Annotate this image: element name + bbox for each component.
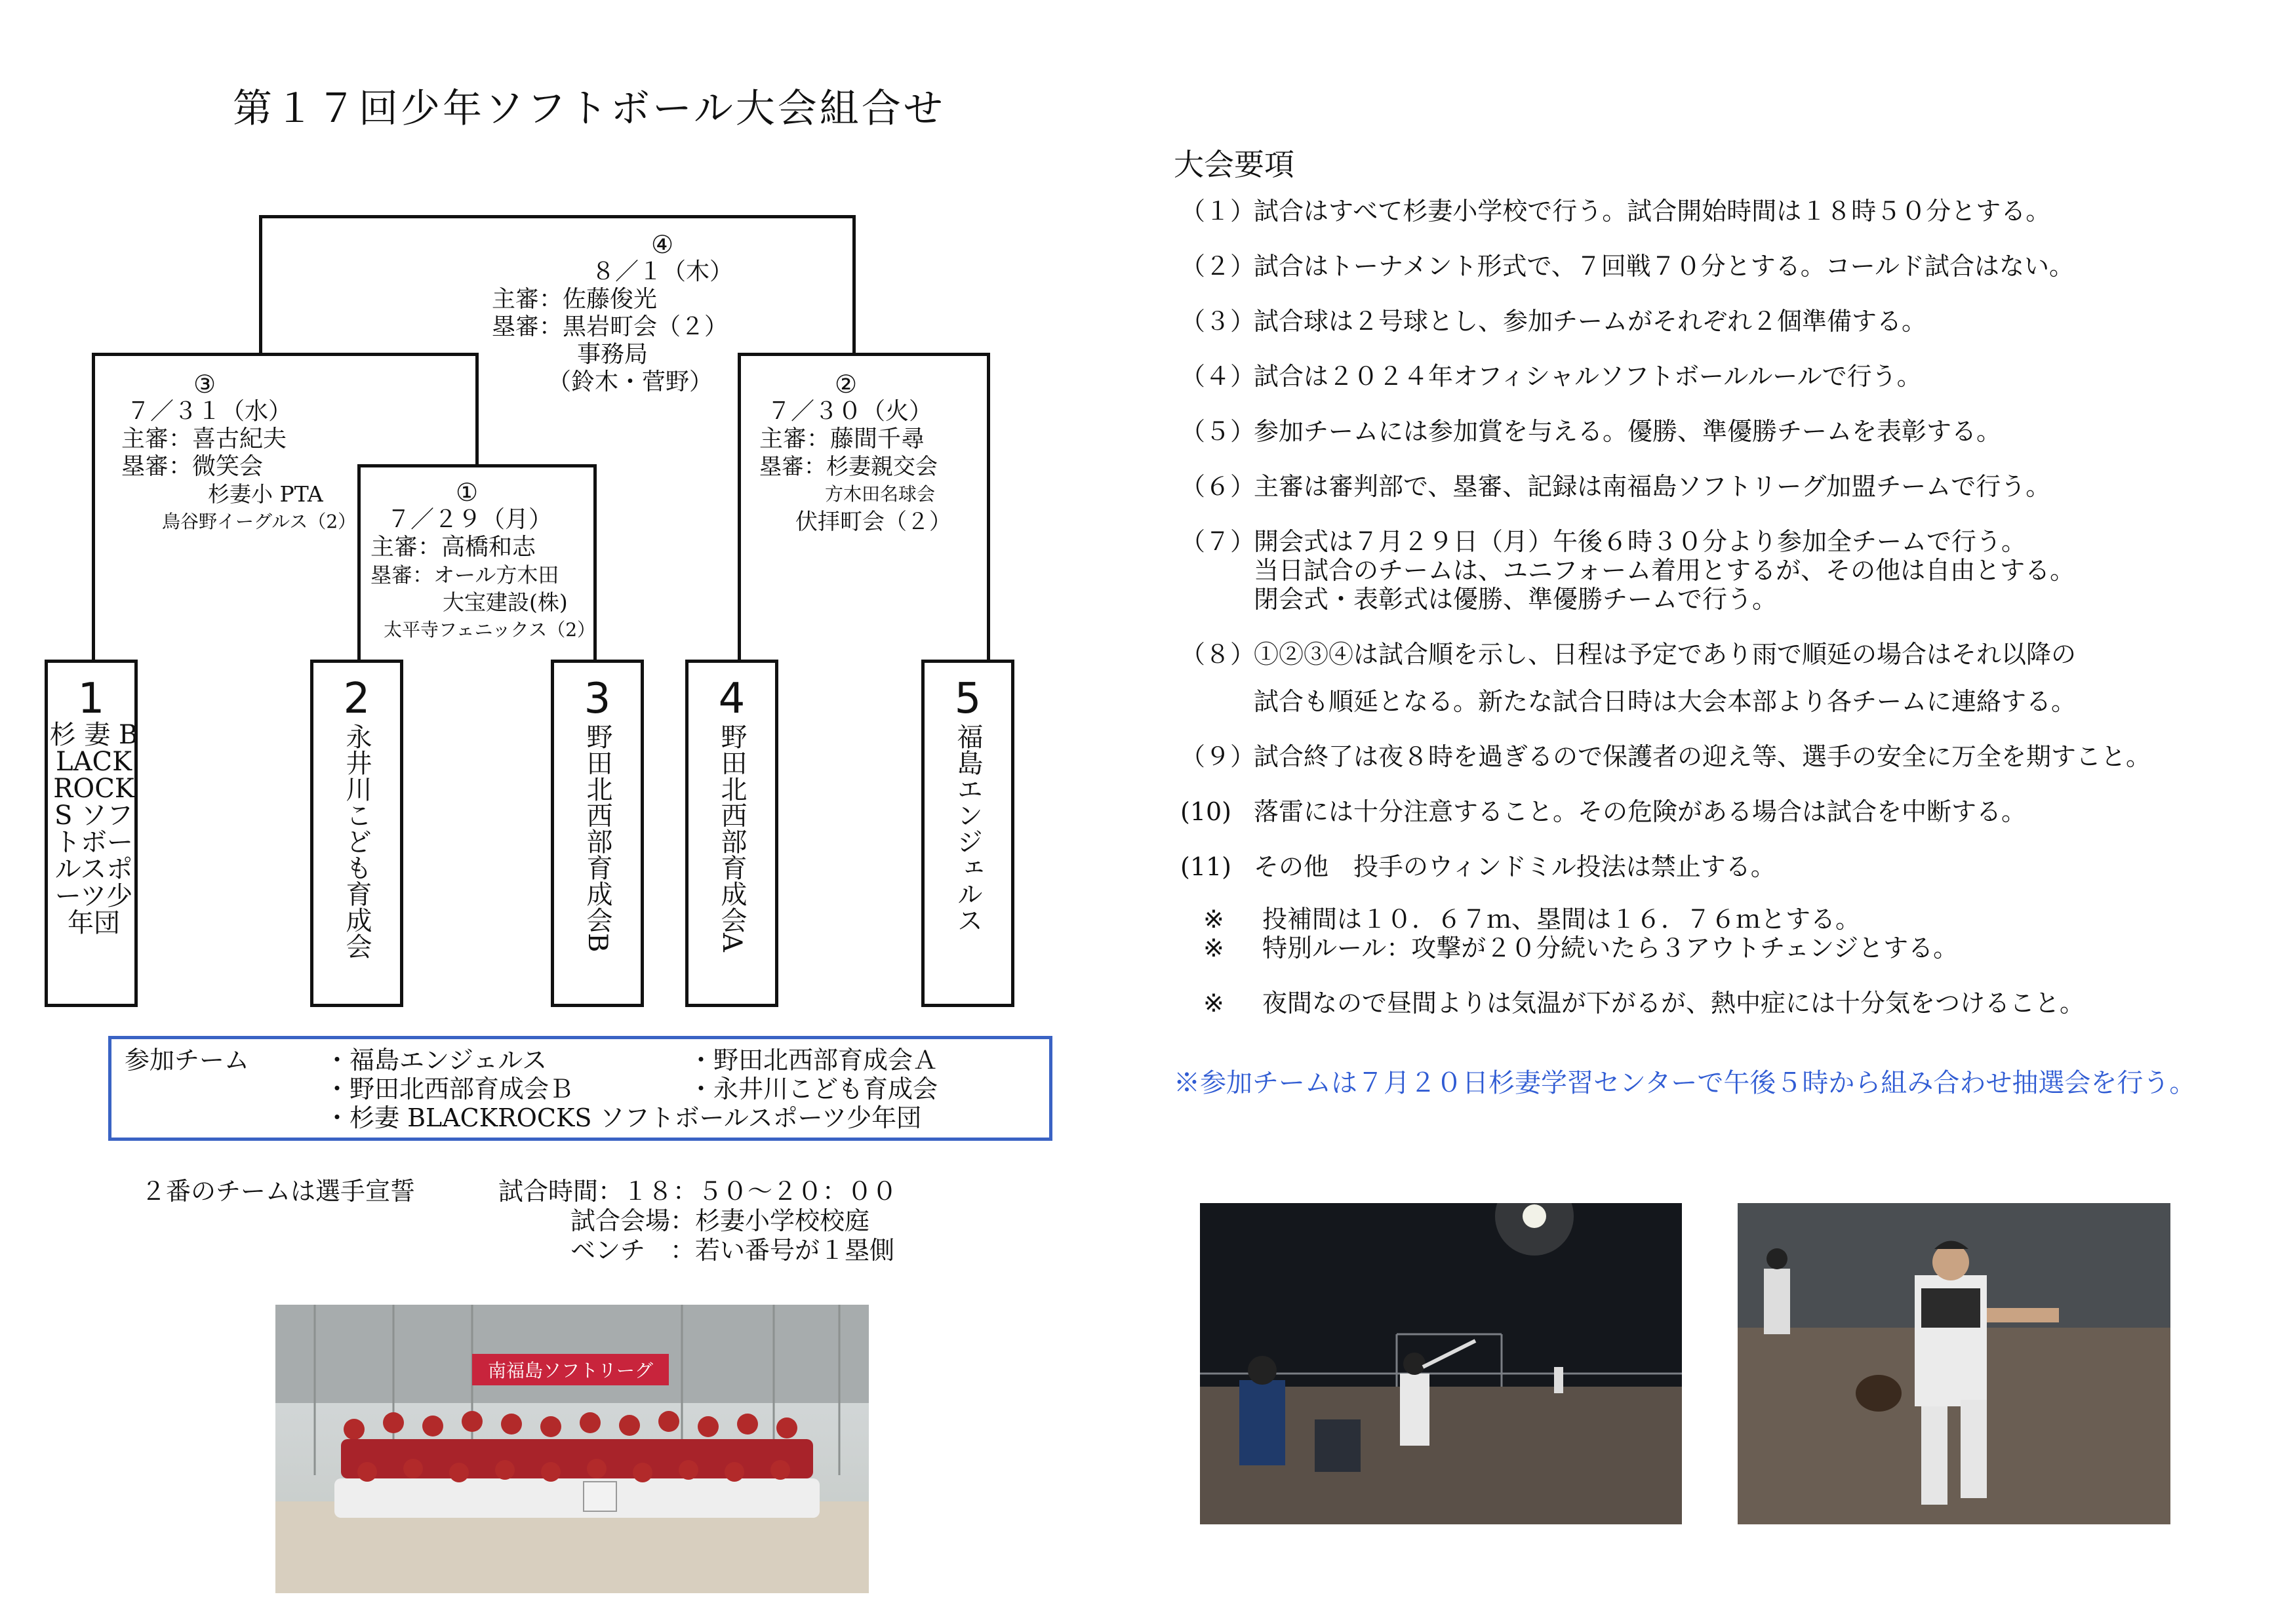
match-umpire: 主審：藤間千尋 bbox=[759, 426, 925, 452]
rule-item bbox=[1180, 640, 2269, 716]
rule-number: (10) bbox=[1180, 797, 1232, 826]
rules-list bbox=[1180, 197, 2269, 907]
rule-text: 試合はすべて杉妻小学校で行う。試合開始時間は１８時５０分とする。 bbox=[1254, 197, 2051, 226]
match-base-umpire-3: 太平寺フェニックス（2） bbox=[384, 619, 596, 641]
match-base-umpire: 塁審：オール方木田 bbox=[370, 563, 559, 587]
note-text: 投補間は１０．６７ｍ、塁間は１６．７６ｍとする。 bbox=[1262, 905, 1861, 934]
match-time: 試合時間：１８：５０～２０：００ bbox=[498, 1177, 898, 1206]
note-mark: ※ bbox=[1203, 905, 1224, 934]
rule-text: 開会式は７月２９日（月）午後６時３０分より参加全チームで行う。 bbox=[1254, 527, 2027, 556]
rule-item bbox=[1180, 252, 2269, 281]
rule-number: （２） bbox=[1180, 252, 1256, 281]
participant-item: ・福島エンジェルス bbox=[325, 1046, 548, 1075]
team-name: 野田北西部育成会A bbox=[717, 723, 747, 952]
match-venue: 試合会場：杉妻小学校校庭 bbox=[570, 1206, 870, 1235]
team-box-2 bbox=[310, 660, 403, 1007]
note-text: 特別ルール：攻撃が２０分続いたら３アウトチェンジとする。 bbox=[1262, 934, 1959, 962]
rule-text: ①②③④は試合順を示し、日程は予定であり雨で順延の場合はそれ以降の bbox=[1254, 640, 2077, 669]
match-base-umpire-2: 事務局 bbox=[577, 341, 649, 368]
match-date: ７／３１（水） bbox=[127, 398, 292, 425]
team-number: 1 bbox=[77, 675, 105, 723]
rule-number: （７） bbox=[1180, 527, 1256, 556]
match-number: ① bbox=[456, 478, 479, 507]
night-pitching-illustration bbox=[1738, 1203, 2170, 1524]
match-base-umpire-3: （鈴木・菅野） bbox=[548, 368, 713, 395]
rule-number: （４） bbox=[1180, 362, 1256, 391]
match-umpire: 主審：佐藤俊光 bbox=[492, 286, 658, 313]
team-photo bbox=[275, 1305, 869, 1593]
team-name: 野田北西部育成会B bbox=[582, 723, 612, 953]
rule-text: 試合はトーナメント形式で、７回戦７０分とする。コールド試合はない。 bbox=[1254, 252, 2074, 281]
note-mark: ※ bbox=[1203, 934, 1224, 962]
team-name: 永井川こども育成会 bbox=[342, 723, 372, 959]
participant-item: ・杉妻 BLACKROCKS ソフトボールスポーツ少年団 bbox=[325, 1103, 922, 1132]
team-name: 杉 妻 BLACKROCKS ソフトボールスポーツ少年団 bbox=[49, 720, 138, 938]
match-umpire: 主審：喜古紀夫 bbox=[121, 426, 287, 452]
match-base-umpire: 塁審：微笑会 bbox=[121, 453, 264, 480]
participants-box bbox=[108, 1036, 1052, 1141]
match-base-umpire-2: 大宝建設(株) bbox=[443, 589, 568, 615]
rule-text: その他 投手のウィンドミル投法は禁止する。 bbox=[1254, 852, 1776, 881]
match-base-umpire-2: 杉妻小 PTA bbox=[208, 481, 323, 507]
rule-item bbox=[1180, 742, 2269, 771]
night-game-photo-pitching bbox=[1738, 1203, 2170, 1524]
match-date: ７／３０（火） bbox=[767, 398, 933, 425]
photo-banner-text: 南福島ソフトリーグ bbox=[487, 1360, 654, 1381]
rule-number: (11) bbox=[1180, 852, 1232, 881]
rule-item bbox=[1180, 472, 2269, 501]
match-umpire: 主審：高橋和志 bbox=[370, 534, 536, 561]
rule-text: 閉会式・表彰式は優勝、準優勝チームで行う。 bbox=[1254, 585, 1778, 614]
rule-text: 試合は２０２４年オフィシャルソフトボールルールで行う。 bbox=[1254, 362, 1922, 391]
rule-number: （６） bbox=[1180, 472, 1256, 501]
notes-list bbox=[1203, 905, 2085, 1018]
team-number: 4 bbox=[718, 675, 746, 723]
night-game-photo-batting bbox=[1200, 1203, 1682, 1524]
participant-item: ・永井川こども育成会 bbox=[688, 1075, 938, 1103]
rule-number: （５） bbox=[1180, 417, 1256, 446]
rule-item bbox=[1180, 797, 2269, 826]
match-base-umpire: 塁審：黒岩町会（２） bbox=[492, 313, 728, 340]
oath-note: ２番のチームは選手宣誓 bbox=[141, 1177, 416, 1206]
note-text: 夜間なので昼間よりは気温が下がるが、熱中症には十分気をつけること。 bbox=[1262, 989, 2085, 1018]
match-number: ② bbox=[835, 370, 858, 399]
night-batting-illustration bbox=[1200, 1203, 1682, 1524]
team-number: 2 bbox=[343, 675, 370, 723]
match-base-umpire-3: 鳥谷野イーグルス（2） bbox=[162, 511, 357, 532]
rule-item bbox=[1180, 852, 2269, 881]
team-number: 5 bbox=[954, 675, 982, 723]
rule-text: 試合球は２号球とし、参加チームがそれぞれ２個準備する。 bbox=[1254, 307, 1927, 336]
rule-item bbox=[1180, 197, 2269, 226]
match-1-info bbox=[370, 478, 596, 644]
rule-text: 落雷には十分注意すること。その危険がある場合は試合を中断する。 bbox=[1254, 797, 2027, 826]
rule-item bbox=[1180, 362, 2269, 391]
team-box-5 bbox=[921, 660, 1014, 1007]
participants-label: 参加チーム bbox=[125, 1046, 250, 1075]
match-base-umpire-3: 伏拝町会（２） bbox=[795, 509, 951, 535]
match-number: ③ bbox=[193, 370, 216, 399]
rule-number: （３） bbox=[1180, 307, 1256, 336]
match-base-umpire: 塁審：杉妻親交会 bbox=[759, 454, 938, 480]
rule-item bbox=[1180, 527, 2269, 614]
team-photo-illustration bbox=[275, 1305, 869, 1593]
match-date: ８／１（木） bbox=[591, 258, 733, 285]
lottery-note: ※参加チームは７月２０日杉妻学習センターで午後５時から組み合わせ抽選会を行う。 bbox=[1174, 1068, 2196, 1098]
rule-text: 参加チームには参加賞を与える。優勝、準優勝チームを表彰する。 bbox=[1254, 417, 2002, 446]
team-box-1 bbox=[45, 660, 138, 1007]
team-number: 3 bbox=[584, 675, 611, 723]
note-item bbox=[1203, 905, 2085, 934]
bench-note: ベンチ ：若い番号が１塁側 bbox=[570, 1236, 895, 1265]
match-number: ④ bbox=[650, 230, 674, 259]
rule-text: 当日試合のチームは、ユニフォーム着用とするが、その他は自由とする。 bbox=[1254, 556, 2075, 585]
rule-text: 試合終了は夜８時を過ぎるので保護者の迎え等、選手の安全に万全を期すこと。 bbox=[1254, 742, 2151, 771]
rule-number: （８） bbox=[1180, 640, 1256, 669]
rule-item bbox=[1180, 307, 2269, 336]
note-mark: ※ bbox=[1203, 989, 1224, 1018]
page-title: 第１７回少年ソフトボール大会組合せ bbox=[233, 86, 946, 132]
match-base-umpire-2: 方木田名球会 bbox=[825, 483, 936, 505]
participant-item: ・野田北西部育成会Ｂ bbox=[325, 1075, 574, 1103]
rule-text: 主審は審判部で、塁審、記録は南福島ソフトリーグ加盟チームで行う。 bbox=[1254, 472, 2051, 501]
team-box-3 bbox=[551, 660, 644, 1007]
match-3-info bbox=[121, 370, 357, 536]
participant-item: ・野田北西部育成会Ａ bbox=[688, 1046, 938, 1075]
rule-number: （９） bbox=[1180, 742, 1256, 771]
rules-title: 大会要項 bbox=[1174, 147, 1294, 182]
match-date: ７／２９（月） bbox=[387, 506, 553, 533]
team-box-4 bbox=[685, 660, 778, 1007]
note-item bbox=[1203, 934, 2085, 962]
rule-item bbox=[1180, 417, 2269, 446]
rule-text: 試合も順延となる。新たな試合日時は大会本部より各チームに連絡する。 bbox=[1254, 687, 2077, 716]
rule-number: （１） bbox=[1180, 197, 1256, 226]
note-item bbox=[1203, 989, 2085, 1018]
match-2-info bbox=[759, 370, 982, 536]
team-name: 福島エンジェルス bbox=[953, 723, 983, 933]
